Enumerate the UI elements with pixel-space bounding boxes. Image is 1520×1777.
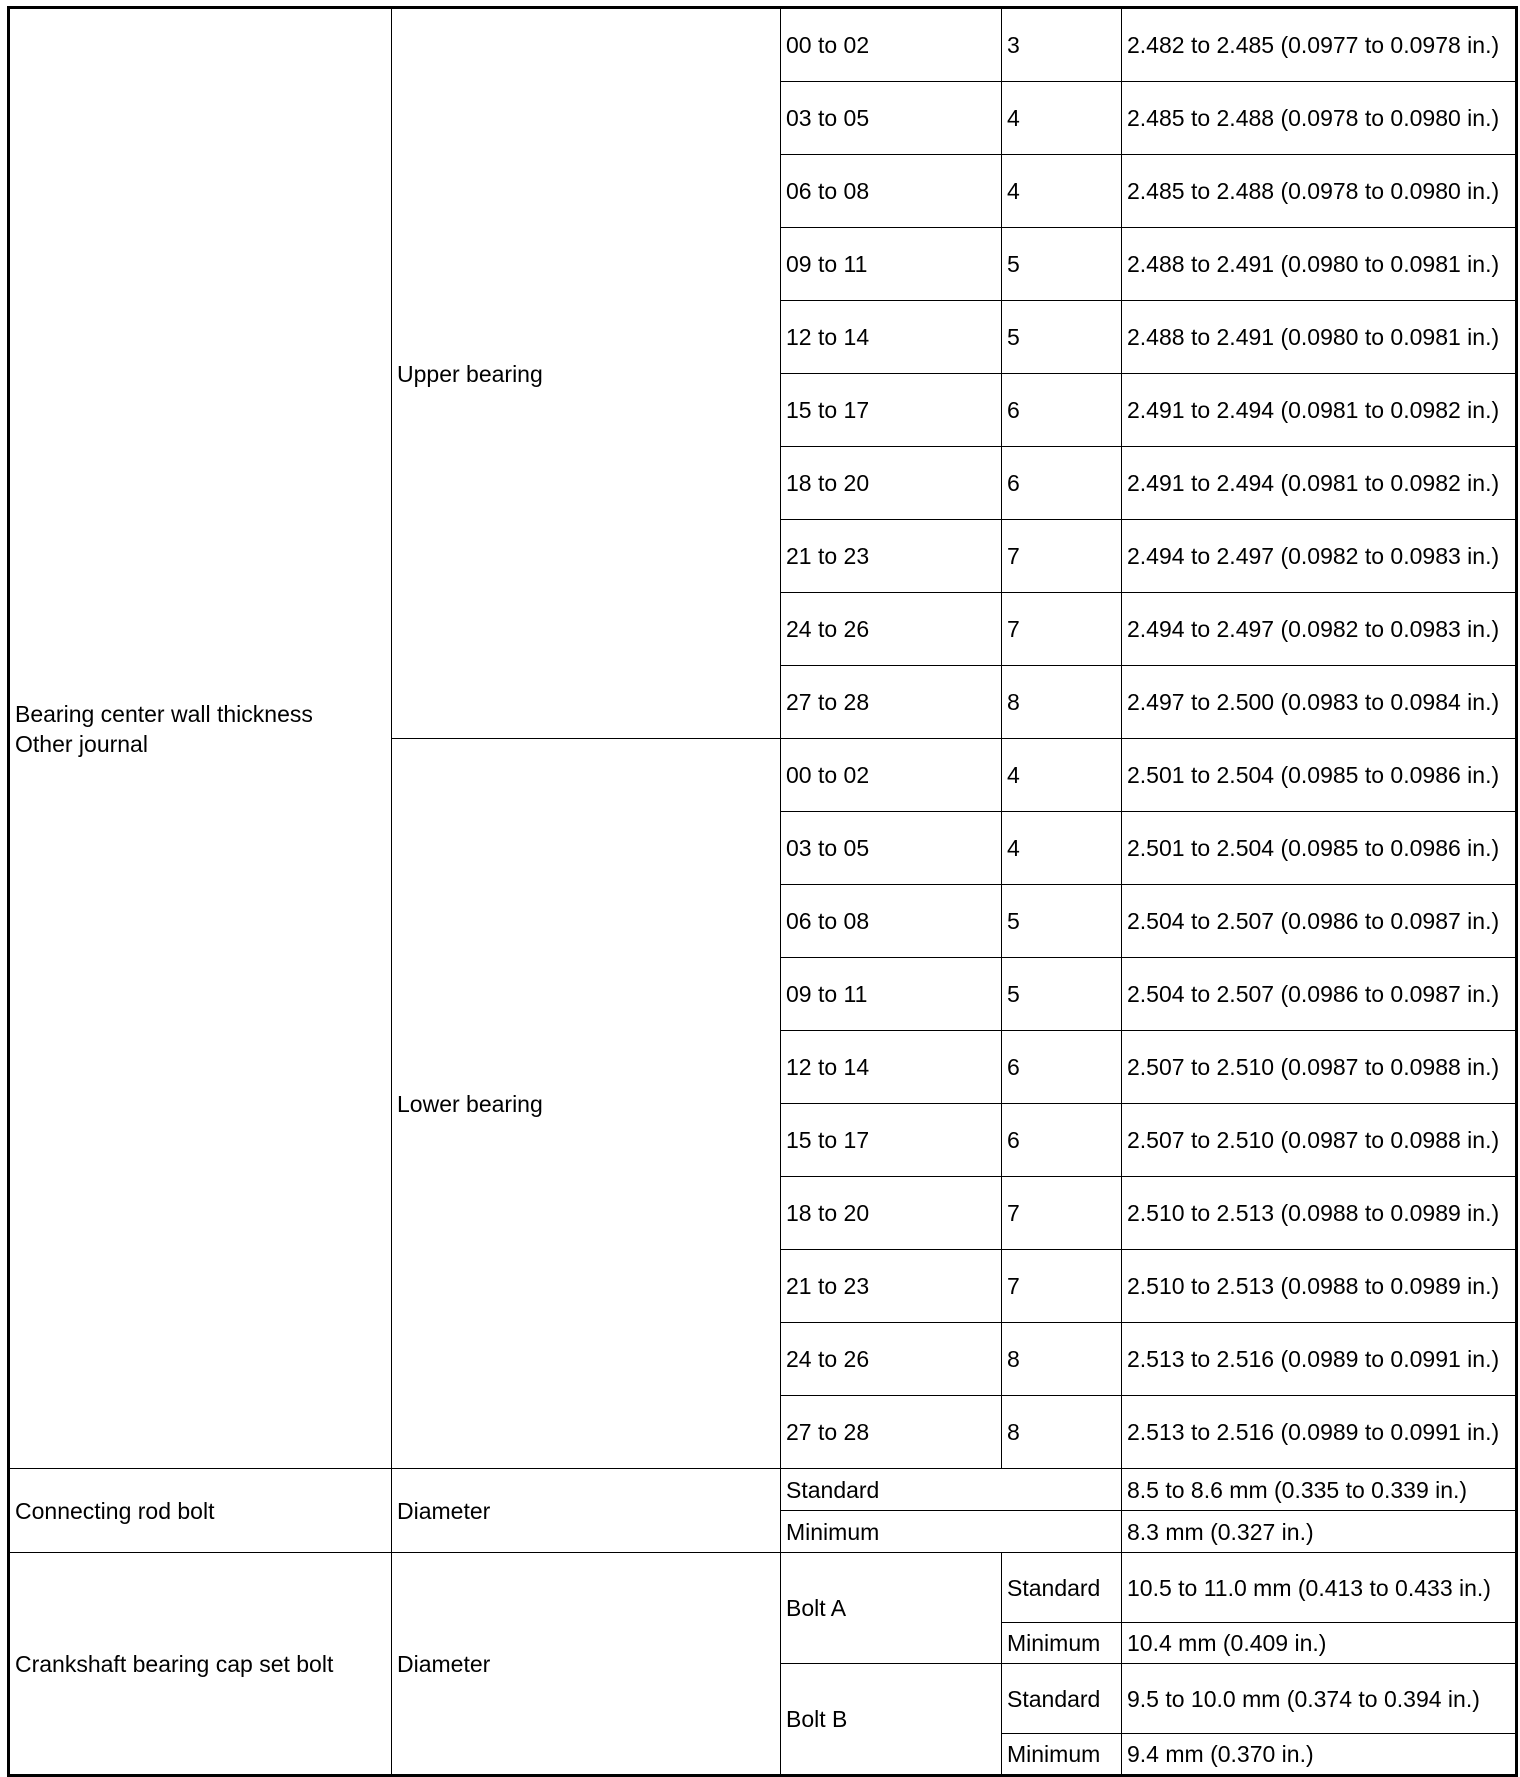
- grade-range: 24 to 26: [781, 1323, 1002, 1396]
- thickness-value: 2.485 to 2.488 (0.0978 to 0.0980 in.): [1122, 82, 1517, 155]
- spec-value: 9.4 mm (0.370 in.): [1122, 1734, 1517, 1776]
- grade-range: 00 to 02: [781, 739, 1002, 812]
- grade-range: 21 to 23: [781, 520, 1002, 593]
- grade-number: 4: [1002, 155, 1122, 228]
- bearing-group-label: Lower bearing: [392, 739, 781, 1469]
- grade-range: 18 to 20: [781, 447, 1002, 520]
- grade-number: 7: [1002, 520, 1122, 593]
- bolt-name: Bolt A: [781, 1553, 1002, 1664]
- grade-number: 6: [1002, 1031, 1122, 1104]
- thickness-value: 2.501 to 2.504 (0.0985 to 0.0986 in.): [1122, 739, 1517, 812]
- grade-number: 6: [1002, 447, 1122, 520]
- category-label: [15, 9, 386, 759]
- grade-number: 7: [1002, 593, 1122, 666]
- thickness-value: 2.507 to 2.510 (0.0987 to 0.0988 in.): [1122, 1104, 1517, 1177]
- thickness-value: 2.507 to 2.510 (0.0987 to 0.0988 in.): [1122, 1031, 1517, 1104]
- thickness-value: 2.485 to 2.488 (0.0978 to 0.0980 in.): [1122, 155, 1517, 228]
- thickness-value: 2.494 to 2.497 (0.0982 to 0.0983 in.): [1122, 520, 1517, 593]
- spec-table-body: [9, 8, 1517, 1776]
- grade-range: 09 to 11: [781, 228, 1002, 301]
- grade-number: 7: [1002, 1177, 1122, 1250]
- spec-label: Standard: [1002, 1553, 1122, 1623]
- grade-range: 00 to 02: [781, 8, 1002, 82]
- grade-range: 06 to 08: [781, 885, 1002, 958]
- table-row: [9, 1553, 1517, 1623]
- category-connecting-rod-bolt: Connecting rod bolt: [9, 1469, 392, 1553]
- bearing-group-label: Upper bearing: [392, 8, 781, 739]
- spec-value: 8.3 mm (0.327 in.): [1122, 1511, 1517, 1553]
- grade-range: 03 to 05: [781, 82, 1002, 155]
- grade-range: 15 to 17: [781, 1104, 1002, 1177]
- thickness-value: 2.504 to 2.507 (0.0986 to 0.0987 in.): [1122, 885, 1517, 958]
- grade-range: 24 to 26: [781, 593, 1002, 666]
- thickness-value: 2.482 to 2.485 (0.0977 to 0.0978 in.): [1122, 8, 1517, 82]
- grade-number: 8: [1002, 666, 1122, 739]
- item-diameter: Diameter: [392, 1553, 781, 1776]
- grade-number: 6: [1002, 374, 1122, 447]
- thickness-value: 2.510 to 2.513 (0.0988 to 0.0989 in.): [1122, 1177, 1517, 1250]
- spec-value: 9.5 to 10.0 mm (0.374 to 0.394 in.): [1122, 1664, 1517, 1734]
- grade-range: 15 to 17: [781, 374, 1002, 447]
- grade-range: 12 to 14: [781, 301, 1002, 374]
- spec-label: Minimum: [781, 1511, 1122, 1553]
- spec-label: Minimum: [1002, 1623, 1122, 1664]
- thickness-value: 2.497 to 2.500 (0.0983 to 0.0984 in.): [1122, 666, 1517, 739]
- thickness-value: 2.510 to 2.513 (0.0988 to 0.0989 in.): [1122, 1250, 1517, 1323]
- grade-range: 27 to 28: [781, 1396, 1002, 1469]
- thickness-value: 2.494 to 2.497 (0.0982 to 0.0983 in.): [1122, 593, 1517, 666]
- thickness-value: 2.491 to 2.494 (0.0981 to 0.0982 in.): [1122, 374, 1517, 447]
- grade-range: 18 to 20: [781, 1177, 1002, 1250]
- grade-number: 4: [1002, 812, 1122, 885]
- spec-value: 10.4 mm (0.409 in.): [1122, 1623, 1517, 1664]
- grade-number: 4: [1002, 739, 1122, 812]
- thickness-value: 2.501 to 2.504 (0.0985 to 0.0986 in.): [1122, 812, 1517, 885]
- grade-range: 27 to 28: [781, 666, 1002, 739]
- grade-number: 5: [1002, 885, 1122, 958]
- spec-table: [7, 6, 1518, 1777]
- category-bearing-wall-thickness: [9, 8, 392, 1469]
- grade-number: 8: [1002, 1396, 1122, 1469]
- thickness-value: 2.491 to 2.494 (0.0981 to 0.0982 in.): [1122, 447, 1517, 520]
- category-line-1: Bearing center wall thickness: [15, 701, 313, 727]
- category-cap-set-bolt: Crankshaft bearing cap set bolt: [9, 1553, 392, 1776]
- grade-number: 5: [1002, 228, 1122, 301]
- spec-label: Standard: [1002, 1664, 1122, 1734]
- grade-number: 6: [1002, 1104, 1122, 1177]
- grade-number: 5: [1002, 301, 1122, 374]
- grade-number: 7: [1002, 1250, 1122, 1323]
- thickness-value: 2.488 to 2.491 (0.0980 to 0.0981 in.): [1122, 301, 1517, 374]
- thickness-value: 2.488 to 2.491 (0.0980 to 0.0981 in.): [1122, 228, 1517, 301]
- category-line-2: Other journal: [15, 731, 148, 757]
- grade-range: 09 to 11: [781, 958, 1002, 1031]
- grade-range: 03 to 05: [781, 812, 1002, 885]
- thickness-value: 2.513 to 2.516 (0.0989 to 0.0991 in.): [1122, 1323, 1517, 1396]
- spec-label: Minimum: [1002, 1734, 1122, 1776]
- grade-number: 3: [1002, 8, 1122, 82]
- grade-number: 8: [1002, 1323, 1122, 1396]
- item-diameter: Diameter: [392, 1469, 781, 1553]
- grade-number: 4: [1002, 82, 1122, 155]
- table-row: [9, 8, 1517, 82]
- grade-range: 21 to 23: [781, 1250, 1002, 1323]
- spec-value: 8.5 to 8.6 mm (0.335 to 0.339 in.): [1122, 1469, 1517, 1511]
- bolt-name: Bolt B: [781, 1664, 1002, 1776]
- grade-range: 12 to 14: [781, 1031, 1002, 1104]
- thickness-value: 2.504 to 2.507 (0.0986 to 0.0987 in.): [1122, 958, 1517, 1031]
- grade-number: 5: [1002, 958, 1122, 1031]
- grade-range: 06 to 08: [781, 155, 1002, 228]
- table-row: [9, 1469, 1517, 1511]
- thickness-value: 2.513 to 2.516 (0.0989 to 0.0991 in.): [1122, 1396, 1517, 1469]
- spec-label: Standard: [781, 1469, 1122, 1511]
- spec-value: 10.5 to 11.0 mm (0.413 to 0.433 in.): [1122, 1553, 1517, 1623]
